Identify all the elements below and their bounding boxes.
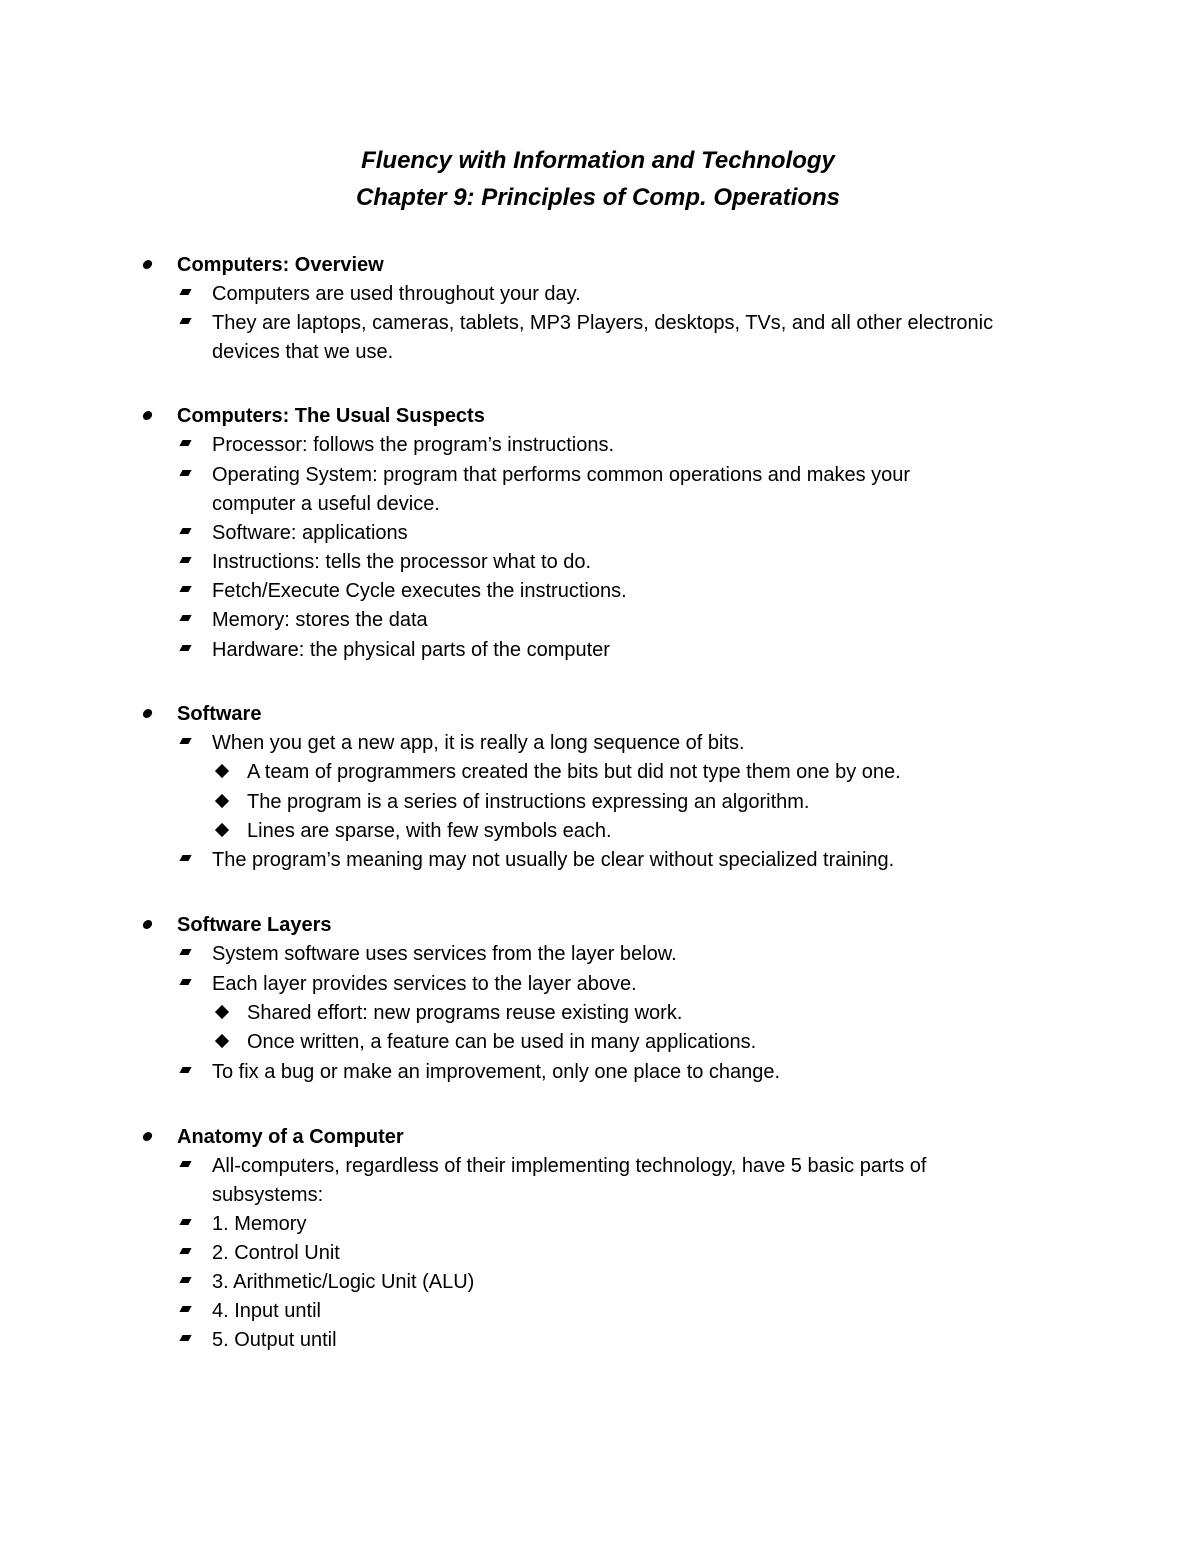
square-bullet-icon (179, 979, 191, 985)
list-item: 4. Input until (212, 1297, 321, 1326)
section-heading-software-layers: Software Layers (177, 911, 332, 940)
list-item: Software: applications (212, 519, 408, 548)
list-item-continuation: subsystems: (212, 1184, 324, 1206)
list-item: 3. Arithmetic/Logic Unit (ALU) (212, 1268, 474, 1297)
list-item: When you get a new app, it is really a long sequence of bits. (212, 729, 745, 758)
list-item: 5. Output until (212, 1326, 337, 1355)
section-heading-overview: Computers: Overview (177, 251, 384, 280)
diamond-bullet-icon (215, 1034, 229, 1048)
list-item: Memory: stores the data (212, 606, 428, 635)
list-item: Computers are used throughout your day. (212, 280, 581, 309)
square-bullet-icon (179, 738, 191, 744)
square-bullet-icon (179, 557, 191, 563)
sub-list-item: Shared effort: new programs reuse existing work. (247, 999, 682, 1028)
list-item: 2. Control Unit (212, 1239, 340, 1268)
square-bullet-icon (179, 289, 191, 295)
list-item: All-computers, regardless of their implementing technology, have 5 basic parts of (212, 1152, 926, 1181)
list-item: Instructions: tells the processor what to do. (212, 548, 591, 577)
list-item: 1. Memory (212, 1210, 306, 1239)
section-heading-software: Software (177, 700, 261, 729)
diamond-bullet-icon (215, 1005, 229, 1019)
document-title (0, 142, 1196, 216)
sub-list-item: Once written, a feature can be used in many applications. (247, 1028, 756, 1057)
square-bullet-icon (179, 1306, 191, 1312)
round-bullet-icon (142, 709, 153, 718)
round-bullet-icon (142, 260, 153, 269)
list-item: System software uses services from the layer below. (212, 940, 677, 969)
sub-list-item: The program is a series of instructions expressing an algorithm. (247, 788, 809, 817)
list-item: To fix a bug or make an improvement, only one place to change. (212, 1058, 780, 1087)
sub-list-item: A team of programmers created the bits but did not type them one by one. (247, 758, 901, 787)
list-item: Hardware: the physical parts of the computer (212, 636, 610, 665)
square-bullet-icon (179, 645, 191, 651)
square-bullet-icon (179, 949, 191, 955)
square-bullet-icon (179, 615, 191, 621)
square-bullet-icon (179, 1277, 191, 1283)
square-bullet-icon (179, 1219, 191, 1225)
square-bullet-icon (179, 586, 191, 592)
square-bullet-icon (179, 318, 191, 324)
title-line-2: Chapter 9: Principles of Comp. Operations (355, 184, 841, 211)
diamond-bullet-icon (215, 794, 229, 808)
section-heading-anatomy: Anatomy of a Computer (177, 1123, 404, 1152)
list-item: Fetch/Execute Cycle executes the instructions. (212, 577, 627, 606)
list-item: Processor: follows the program’s instructions. (212, 431, 614, 460)
square-bullet-icon (179, 470, 191, 476)
square-bullet-icon (179, 1161, 191, 1167)
list-item: Each layer provides services to the layer above. (212, 970, 637, 999)
round-bullet-icon (142, 411, 153, 420)
square-bullet-icon (179, 528, 191, 534)
list-item-continuation: devices that we use. (212, 341, 394, 363)
round-bullet-icon (142, 920, 153, 929)
diamond-bullet-icon (215, 823, 229, 837)
list-item: Operating System: program that performs common operations and makes your (212, 461, 910, 490)
square-bullet-icon (179, 1248, 191, 1254)
square-bullet-icon (179, 440, 191, 446)
round-bullet-icon (142, 1132, 153, 1141)
section-heading-usual-suspects: Computers: The Usual Suspects (177, 402, 485, 431)
title-line-1: Fluency with Information and Technology (361, 147, 835, 174)
list-item-continuation: computer a useful device. (212, 493, 440, 515)
square-bullet-icon (179, 855, 191, 861)
sub-list-item: Lines are sparse, with few symbols each. (247, 817, 612, 846)
square-bullet-icon (179, 1335, 191, 1341)
list-item: The program’s meaning may not usually be clear without specialized training. (212, 846, 894, 875)
list-item: They are laptops, cameras, tablets, MP3 Players, desktops, TVs, and all other electronic (212, 309, 993, 338)
square-bullet-icon (179, 1067, 191, 1073)
diamond-bullet-icon (215, 764, 229, 778)
